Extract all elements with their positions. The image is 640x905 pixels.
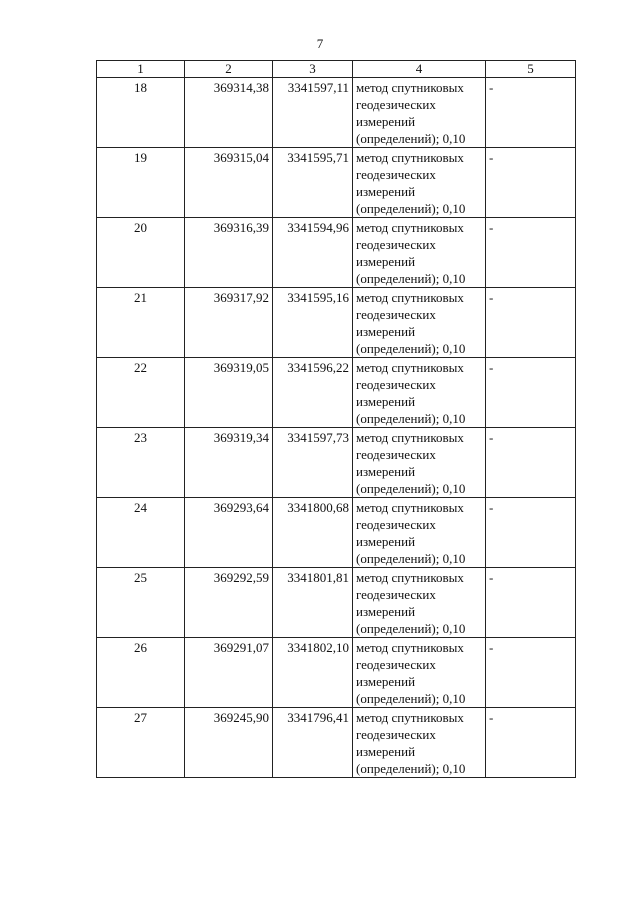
x-coordinate-cell: 369291,07: [185, 638, 273, 708]
point-number-cell: 19: [97, 148, 185, 218]
y-coordinate-cell: 3341597,11: [273, 78, 353, 148]
point-number-cell: 25: [97, 568, 185, 638]
y-coordinate-cell: 3341595,16: [273, 288, 353, 358]
method-cell: метод спутниковых геодезических измерений (определений); 0,10: [353, 428, 486, 498]
point-number-cell: 21: [97, 288, 185, 358]
description-cell: -: [486, 428, 576, 498]
point-number-cell: 27: [97, 708, 185, 778]
description-cell: -: [486, 568, 576, 638]
header-cell-1: 1: [97, 61, 185, 78]
table-row: [97, 288, 576, 358]
y-coordinate-cell: 3341801,81: [273, 568, 353, 638]
point-number-cell: 20: [97, 218, 185, 288]
description-cell: -: [486, 148, 576, 218]
table-body: [97, 78, 576, 778]
description-cell: -: [486, 288, 576, 358]
method-cell: метод спутниковых геодезических измерений (определений); 0,10: [353, 148, 486, 218]
x-coordinate-cell: 369319,05: [185, 358, 273, 428]
point-number-cell: 23: [97, 428, 185, 498]
y-coordinate-cell: 3341796,41: [273, 708, 353, 778]
point-number-cell: 22: [97, 358, 185, 428]
method-cell: метод спутниковых геодезических измерений (определений); 0,10: [353, 708, 486, 778]
x-coordinate-cell: 369319,34: [185, 428, 273, 498]
table-row: [97, 568, 576, 638]
description-cell: -: [486, 708, 576, 778]
description-cell: -: [486, 218, 576, 288]
y-coordinate-cell: 3341597,73: [273, 428, 353, 498]
header-cell-4: 4: [353, 61, 486, 78]
point-number-cell: 18: [97, 78, 185, 148]
method-cell: метод спутниковых геодезических измерений (определений); 0,10: [353, 78, 486, 148]
description-cell: -: [486, 638, 576, 708]
header-cell-2: 2: [185, 61, 273, 78]
method-cell: метод спутниковых геодезических измерений (определений); 0,10: [353, 638, 486, 708]
x-coordinate-cell: 369292,59: [185, 568, 273, 638]
header-row: [97, 61, 576, 78]
method-cell: метод спутниковых геодезических измерений (определений); 0,10: [353, 218, 486, 288]
y-coordinate-cell: 3341595,71: [273, 148, 353, 218]
x-coordinate-cell: 369293,64: [185, 498, 273, 568]
method-cell: метод спутниковых геодезических измерений (определений); 0,10: [353, 358, 486, 428]
table-row: [97, 428, 576, 498]
description-cell: -: [486, 498, 576, 568]
table-row: [97, 708, 576, 778]
description-cell: -: [486, 78, 576, 148]
x-coordinate-cell: 369317,92: [185, 288, 273, 358]
x-coordinate-cell: 369314,38: [185, 78, 273, 148]
point-number-cell: 26: [97, 638, 185, 708]
y-coordinate-cell: 3341800,68: [273, 498, 353, 568]
table-row: [97, 148, 576, 218]
method-cell: метод спутниковых геодезических измерений (определений); 0,10: [353, 288, 486, 358]
x-coordinate-cell: 369316,39: [185, 218, 273, 288]
y-coordinate-cell: 3341596,22: [273, 358, 353, 428]
page-number: 7: [316, 36, 324, 51]
table-row: [97, 78, 576, 148]
header-cell-3: 3: [273, 61, 353, 78]
x-coordinate-cell: 369315,04: [185, 148, 273, 218]
table-row: [97, 638, 576, 708]
coordinates-table: [96, 60, 576, 778]
table-header: [97, 61, 576, 78]
point-number-cell: 24: [97, 498, 185, 568]
y-coordinate-cell: 3341594,96: [273, 218, 353, 288]
method-cell: метод спутниковых геодезических измерений (определений); 0,10: [353, 568, 486, 638]
table-row: [97, 358, 576, 428]
y-coordinate-cell: 3341802,10: [273, 638, 353, 708]
method-cell: метод спутниковых геодезических измерений (определений); 0,10: [353, 498, 486, 568]
table-row: [97, 218, 576, 288]
header-cell-5: 5: [486, 61, 576, 78]
description-cell: -: [486, 358, 576, 428]
table-row: [97, 498, 576, 568]
x-coordinate-cell: 369245,90: [185, 708, 273, 778]
